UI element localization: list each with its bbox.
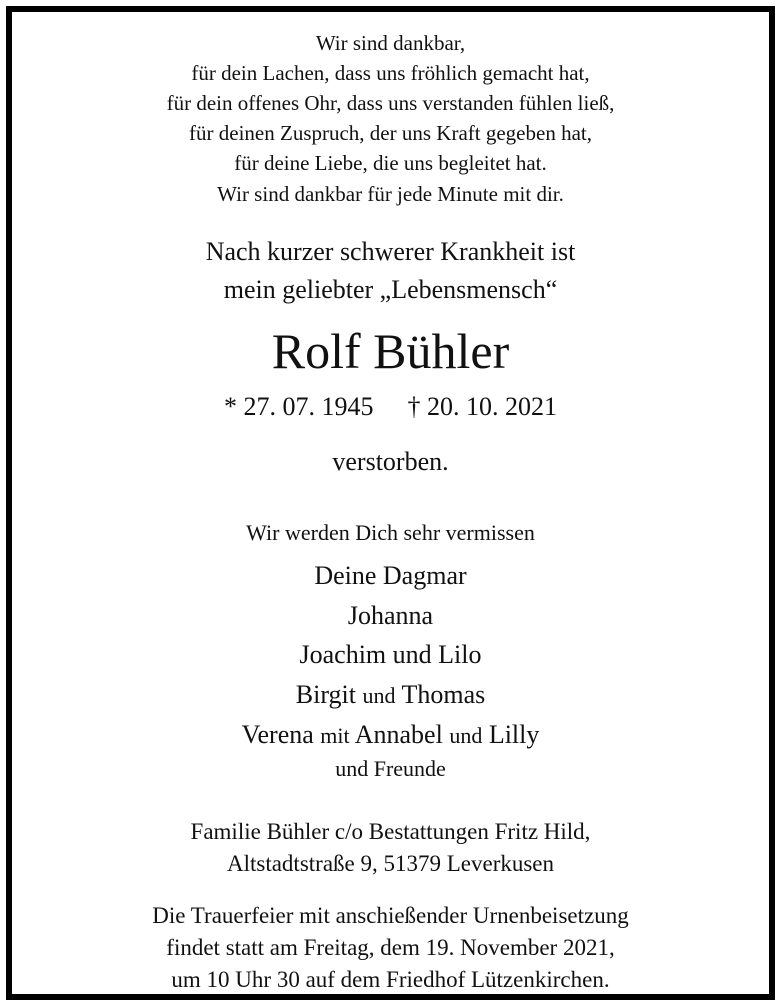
mourner-name: Birgit bbox=[295, 679, 356, 709]
contact-address bbox=[12, 816, 769, 880]
poem-line: für deinen Zuspruch, der uns Kraft gegeben hat, bbox=[189, 121, 592, 145]
mourner-line bbox=[12, 715, 769, 756]
mourners-list bbox=[12, 556, 769, 756]
poem-line: für deine Liebe, die uns begleitet hat. bbox=[234, 151, 547, 175]
mourner-conjunction: und bbox=[449, 723, 483, 748]
deceased-name: Rolf Bühler bbox=[271, 323, 510, 379]
mourner-conjunction: und bbox=[362, 682, 396, 708]
died-text: verstorben. bbox=[332, 447, 449, 476]
mourner-name: Annabel bbox=[354, 720, 443, 749]
mourner-name: Thomas bbox=[401, 679, 486, 709]
mourner-name: Joachim bbox=[299, 640, 387, 669]
mourners-intro: Wir werden Dich sehr vermissen bbox=[246, 520, 535, 545]
poem-line: Wir sind dankbar, bbox=[315, 31, 466, 55]
mourner-line bbox=[12, 635, 769, 675]
service-line-1: Die Trauerfeier mit anschießender Urnenbeisetzung bbox=[152, 903, 629, 928]
mourner-conjunction: und bbox=[392, 640, 432, 669]
intro-line-1: Nach kurzer schwerer Krankheit ist bbox=[205, 237, 576, 266]
funeral-service-info bbox=[12, 900, 769, 996]
address-line-2: Altstadtstraße 9, 51379 Leverkusen bbox=[226, 851, 555, 876]
mourner-conjunction: mit bbox=[320, 723, 350, 748]
obituary-content bbox=[12, 12, 769, 994]
mourner-name: Lilo bbox=[438, 640, 482, 669]
mourner-line bbox=[12, 675, 769, 716]
mourner-line: Johanna bbox=[347, 600, 434, 630]
intro-line-2: mein geliebter „Lebensmensch“ bbox=[223, 275, 558, 304]
birth-date: * 27. 07. 1945 bbox=[224, 392, 374, 421]
address-line-1: Familie Bühler c/o Bestattungen Fritz Hild, bbox=[190, 819, 591, 844]
service-line-3: um 10 Uhr 30 auf dem Friedhof Lützenkirchen. bbox=[171, 967, 610, 992]
death-date: † 20. 10. 2021 bbox=[407, 392, 557, 421]
poem-line: für dein Lachen, dass uns fröhlich gemacht hat, bbox=[191, 61, 590, 85]
life-dates bbox=[12, 389, 769, 425]
poem-closing: Wir sind dankbar für jede Minute mit dir. bbox=[217, 182, 564, 206]
poem bbox=[12, 28, 769, 178]
mourner-name: Lilly bbox=[488, 720, 540, 749]
mourner-line: Deine Dagmar bbox=[314, 561, 467, 590]
poem-line: für dein offenes Ohr, dass uns verstanden fühlen ließ, bbox=[166, 91, 615, 115]
mourner-name: Verena bbox=[241, 720, 314, 749]
mourners-friends: und Freunde bbox=[335, 756, 446, 781]
obituary-frame bbox=[6, 6, 775, 1000]
announcement-intro bbox=[12, 233, 769, 309]
service-line-2: findet statt am Freitag, dem 19. November 2021, bbox=[166, 935, 615, 960]
